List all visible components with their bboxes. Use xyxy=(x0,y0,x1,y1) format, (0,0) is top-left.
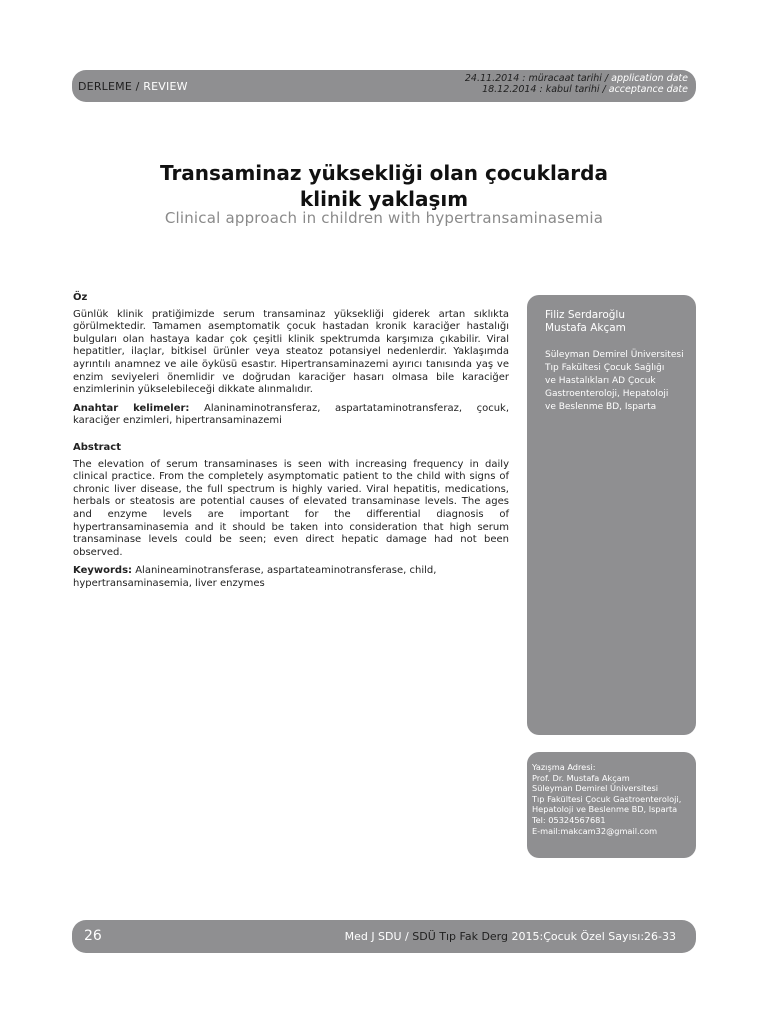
oz-keywords-label: Anahtar kelimeler: xyxy=(73,402,190,414)
acceptance-date-en: acceptance date xyxy=(608,84,688,95)
oz-keywords-text: Alaninaminotransferaz, aspartataminotransferaz, çocuk, karaciğer enzimleri, hipertransaminazemi xyxy=(73,402,510,427)
affiliation-line: Süleyman Demirel Üniversitesi xyxy=(545,350,684,360)
page-number: 26 xyxy=(84,928,102,944)
journal-citation xyxy=(345,930,676,943)
author-affiliation xyxy=(545,349,686,414)
abstract-body: The elevation of serum transaminases is seen with increasing frequency in daily clinical practice. From the completely asymptomatic patient to the child with signs of chronic liver disease, the full spectrum is highly varied. Viral hepatitis, medications, herbals or steatosis are potential causes of elevated transaminase levels. The ages and enzyme levels are important for the differential diagnosis of hypertransaminasemia and it should be taken into consideration that high serum transaminase levels could be seen; even direct hepatic damage had not been observed. xyxy=(73,458,509,558)
abstract-keywords-label: Keywords: xyxy=(73,565,133,577)
abstract-heading: Abstract xyxy=(73,441,122,453)
journal-issue: 2015:Çocuk Özel Sayısı:26-33 xyxy=(508,930,676,943)
footer-bar xyxy=(72,920,696,953)
author-name: Mustafa Akçam xyxy=(545,322,626,334)
article-dates xyxy=(465,73,688,95)
abstract-keywords xyxy=(73,565,509,590)
article-title xyxy=(0,160,768,212)
correspondence-line: Hepatoloji ve Beslenme BD, Isparta xyxy=(532,804,678,815)
application-date-tr: : müracaat tarihi / xyxy=(519,73,612,84)
correspondence-line: Tıp Fakültesi Çocuk Gastroenteroloji, xyxy=(532,793,682,804)
affiliation-line: ve Beslenme BD, Isparta xyxy=(545,402,657,412)
header-bar xyxy=(72,70,696,102)
author-names xyxy=(545,309,686,335)
correspondence-phone: Tel: 05324567681 xyxy=(532,814,606,825)
oz-body: Günlük klinik pratiğimizde serum transaminaz yüksekliği giderek artan sıklıkta görülmektedir. Tamamen asemptomatik çocuk hastadan kronik karaciğer hastalığı bulguları olan hastaya kadar çok çeşitli klinik spektrumda karşımıza çıkabilir. Viral hepatitler, ilaçlar, bitkisel ürünler veya steatoz potansiyel nedenlerdir. Yaklaşımda ayrıntılı anamnez ve aile öyküsü esastır. Hipertransaminazemi ayırıcı tanısında yaş ve enzim seviyeleri önemlidir ve doğrudan karaciğer hasarı olmasa bile karaciğer enzimlerinin yükselebileceği dikkate alınmalıdır. xyxy=(73,308,509,396)
article-type-en: REVIEW xyxy=(143,80,188,93)
article-subtitle: Clinical approach in children with hypertransaminasemia xyxy=(164,209,604,227)
title-line-1: Transaminaz yüksekliği olan çocuklarda xyxy=(160,161,608,185)
journal-name-en: Med J SDU / xyxy=(344,930,413,943)
application-date: 24.11.2014 xyxy=(464,73,520,84)
correspondence-box xyxy=(527,752,696,858)
correspondence-line: Süleyman Demirel Üniversitesi xyxy=(532,783,659,794)
acceptance-date-line xyxy=(465,84,688,95)
acceptance-date: 18.12.2014 xyxy=(482,84,537,95)
acceptance-date-tr: : kabul tarihi / xyxy=(536,84,609,95)
correspondence-name: Prof. Dr. Mustafa Akçam xyxy=(532,772,630,783)
correspondence-lines xyxy=(532,762,690,836)
application-date-line xyxy=(465,73,688,84)
article-type-label xyxy=(78,80,188,93)
correspondence-label: Yazışma Adresi: xyxy=(532,762,596,772)
article-content xyxy=(73,292,509,596)
title-line-2: klinik yaklaşım xyxy=(299,187,469,211)
article-type-sep: / xyxy=(131,80,144,93)
author-name: Filiz Serdaroğlu xyxy=(545,309,625,321)
oz-heading: Öz xyxy=(73,292,88,303)
author-info-box xyxy=(527,295,696,735)
affiliation-line: ve Hastalıkları AD Çocuk xyxy=(545,376,656,386)
affiliation-line: Tıp Fakültesi Çocuk Sağlığı xyxy=(545,363,665,373)
application-date-en: application date xyxy=(611,73,688,84)
oz-keywords xyxy=(73,403,509,428)
correspondence-email: E-mail:makcam32@gmail.com xyxy=(532,825,658,836)
affiliation-line: Gastroenteroloji, Hepatoloji xyxy=(545,389,669,399)
abstract-keywords-text: Alanineaminotransferase, aspartateaminotransferase, child, hypertransaminasemia, liver enzymes xyxy=(73,565,437,589)
journal-name-tr: SDÜ Tıp Fak Derg xyxy=(412,930,508,943)
article-type-tr: DERLEME xyxy=(78,80,132,93)
